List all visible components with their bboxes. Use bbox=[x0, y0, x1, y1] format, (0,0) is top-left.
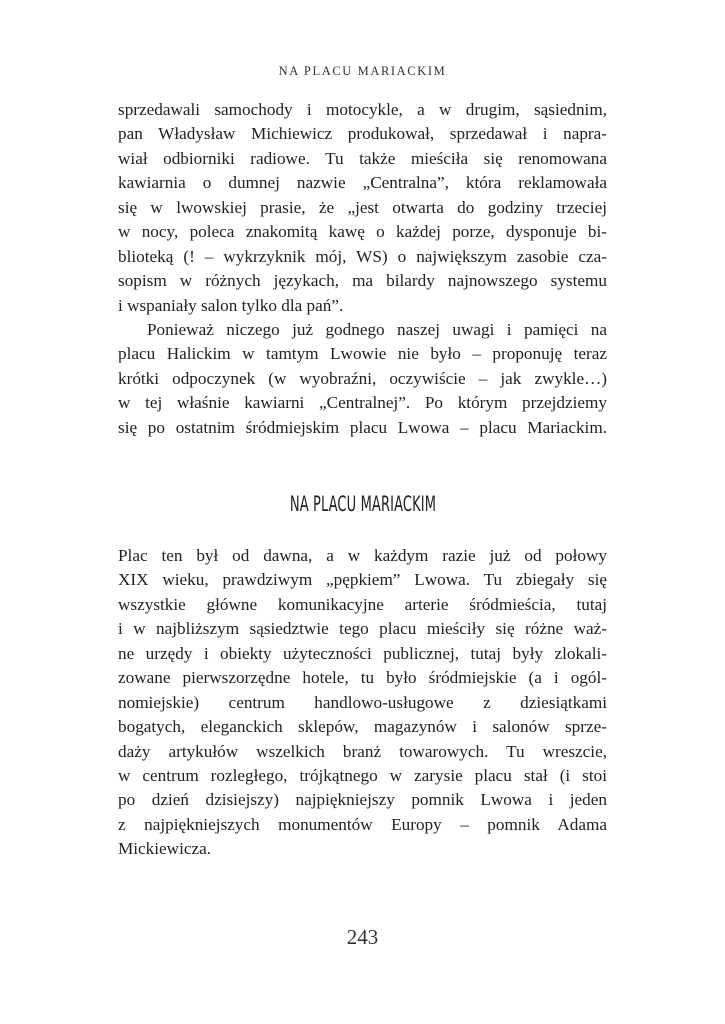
text-line: krótki odpoczynek (w wyobraźni, oczywiście – jak zwykle…) bbox=[118, 368, 607, 388]
text-line: w tej właśnie kawiarni „Centralnej”. Po którym przejdziemy bbox=[118, 393, 607, 413]
text-line: i wspaniały salon tylko dla pań”. bbox=[118, 295, 344, 315]
body-text-top bbox=[118, 98, 607, 440]
running-head: NA PLACU MARIACKIM bbox=[278, 64, 447, 78]
text-line: w nocy, poleca znakomitą kawę o każdej porze, dysponuje bi- bbox=[118, 222, 607, 242]
text-line: się po ostatnim śródmiejskim placu Lwowa – placu Mariackim. bbox=[118, 417, 607, 437]
section-heading-text: NA PLACU MARIACKIM bbox=[289, 492, 436, 516]
text-line: kawiarnia o dumnej nazwie „Centralna”, która reklamowała bbox=[118, 173, 607, 193]
text-line: w centrum rozległego, trójkątnego w zarysie placu stał (i stoi bbox=[118, 765, 607, 785]
text-line: sprzedawali samochody i motocykle, a w drugim, sąsiednim, bbox=[118, 100, 607, 119]
paragraph-2 bbox=[118, 318, 607, 440]
text-line: blioteką (! – wykrzyknik mój, WS) o największym zasobie cza- bbox=[118, 246, 607, 266]
text-line: się w lwowskiej prasie, że „jest otwarta do godziny trzeciej bbox=[118, 197, 607, 217]
text-line: XIX wieku, prawdziwym „pępkiem” Lwowa. Tu zbiegały się bbox=[118, 570, 607, 590]
text-line: placu Halickim w tamtym Lwowie nie było – proponuję teraz bbox=[118, 344, 607, 364]
text-line: Mickiewicza. bbox=[118, 839, 212, 859]
paragraph-3 bbox=[118, 544, 607, 862]
text-line: i w najbliższym sąsiedztwie tego placu mieściły się różne waż- bbox=[118, 619, 607, 639]
section-heading bbox=[0, 492, 725, 516]
text-line: bogatych, eleganckich sklepów, magazynów i salonów sprze- bbox=[118, 717, 607, 737]
text-line: z najpiękniejszych monumentów Europy – pomnik Adama bbox=[118, 814, 607, 834]
text-line: nomiejskie) centrum handlowo-usługowe z dziesiątkami bbox=[118, 692, 607, 712]
text-line: ne urzędy i obiekty użyteczności publicznej, tutaj były zlokali- bbox=[118, 643, 607, 663]
text-line: po dzień dzisiejszy) najpiękniejszy pomnik Lwowa i jeden bbox=[118, 790, 607, 810]
page-number: 243 bbox=[346, 925, 379, 949]
text-line: daży artykułów wszelkich branż towarowych. Tu wreszcie, bbox=[118, 741, 607, 761]
paragraph-1 bbox=[118, 98, 607, 318]
text-line: pan Władysław Michiewicz produkował, sprzedawał i napra- bbox=[118, 124, 607, 144]
text-line: wiał odbiorniki radiowe. Tu także mieściła się renomowana bbox=[118, 148, 607, 168]
text-line: wszystkie główne komunikacyjne arterie śródmieścia, tutaj bbox=[118, 594, 607, 614]
text-line: Plac ten był od dawna, a w każdym razie już od połowy bbox=[118, 546, 607, 565]
text-line: zowane pierwszorzędne hotele, tu było śródmiejskie (a i ogól- bbox=[118, 668, 607, 688]
text-line: sopism w różnych językach, ma bilardy najnowszego systemu bbox=[118, 271, 607, 291]
text-line: Ponieważ niczego już godnego naszej uwagi i pamięci na bbox=[147, 319, 607, 339]
body-text-bottom bbox=[118, 544, 607, 862]
